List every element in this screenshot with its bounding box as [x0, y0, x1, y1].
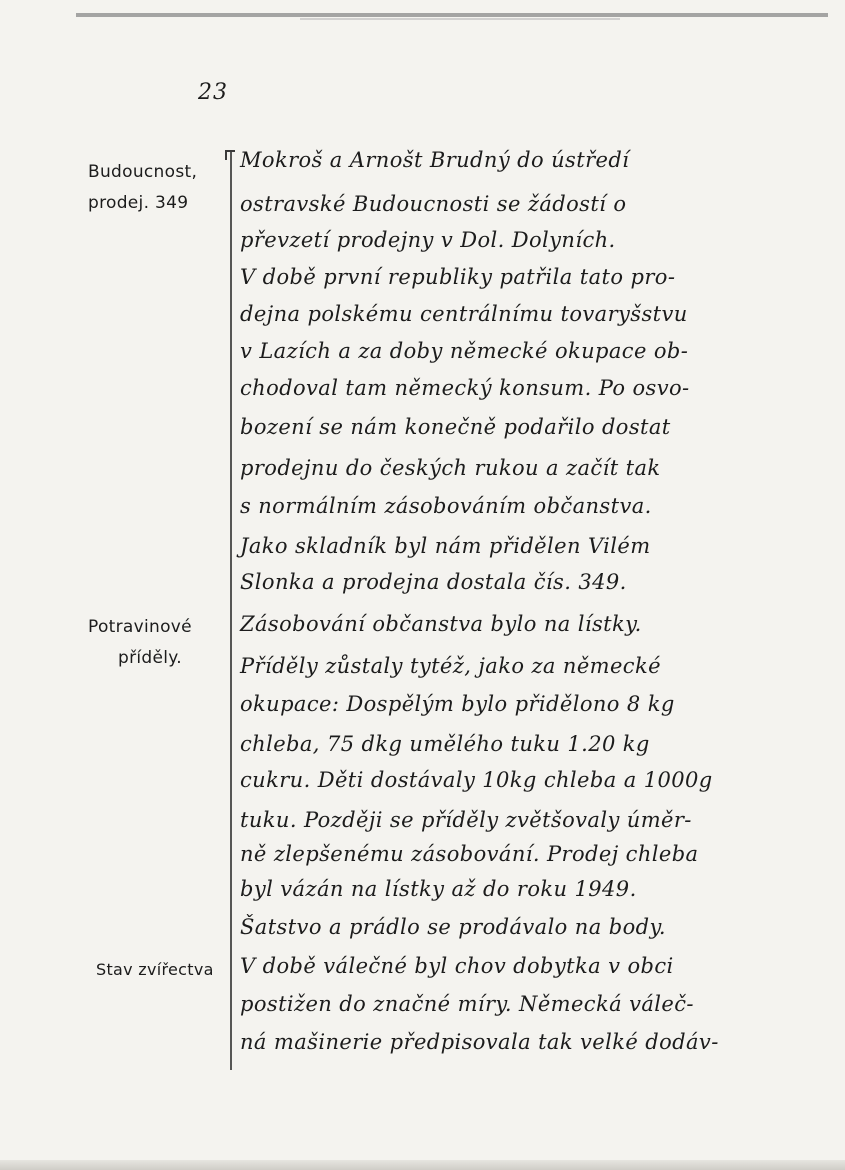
text-line: Příděly zůstaly tytéž, jako za německé: [240, 654, 661, 678]
text-line: cukru. Děti dostávaly 10kg chleba a 1000g: [240, 768, 713, 792]
margin-note-line: prodej. 349: [88, 193, 189, 213]
text-line: s normálním zásobováním občanstva.: [240, 494, 652, 518]
margin-note-line: příděly.: [118, 648, 182, 668]
text-line: Zásobování občanstva bylo na lístky.: [240, 612, 642, 636]
margin-note-budoucnost: [88, 157, 228, 219]
text-line: chodoval tam německý konsum. Po osvo-: [240, 376, 690, 400]
text-line: postižen do značné míry. Německá váleč-: [240, 992, 694, 1016]
margin-note-line: Stav zvířectva: [96, 960, 214, 979]
margin-note-line: Potravinové: [88, 617, 192, 637]
text-line: v Lazích a za doby německé okupace ob-: [240, 339, 689, 363]
text-line: Šatstvo a prádlo se prodávalo na body.: [240, 915, 667, 939]
text-line: Mokroš a Arnošt Brudný do ústředí: [240, 148, 630, 172]
text-line: Jako skladník byl nám přidělen Vilém: [240, 534, 651, 558]
text-line: byl vázán na lístky až do roku 1949.: [240, 877, 637, 901]
top-edge-shadow: [300, 18, 620, 20]
text-line: převzetí prodejny v Dol. Dolyních.: [240, 228, 616, 252]
text-line: prodejnu do českých rukou a začít tak: [240, 456, 661, 480]
margin-note-stav-zvirectva: [96, 954, 236, 985]
margin-note-line: Budoucnost,: [88, 162, 198, 182]
text-line: dejna polskému centrálnímu tovaryšstvu: [240, 302, 688, 326]
scan-bottom-edge: [0, 1160, 845, 1170]
text-line: V době první republiky patřila tato pro-: [240, 265, 676, 289]
text-line: ná mašinerie předpisovala tak velké dodáv-: [240, 1030, 719, 1054]
text-line: ostravské Budoucnosti se žádostí o: [240, 192, 627, 216]
margin-note-potraviny: [88, 612, 228, 674]
text-line: bození se nám konečně podařilo dostat: [240, 415, 671, 439]
text-line: chleba, 75 dkg umělého tuku 1.20 kg: [240, 732, 650, 756]
text-line: ně zlepšenému zásobování. Prodej chleba: [240, 842, 699, 866]
margin-rule: [230, 152, 232, 1070]
text-line: V době válečné byl chov dobytka v obci: [240, 954, 674, 978]
text-line: tuku. Později se příděly zvětšovaly úměr-: [240, 808, 692, 832]
text-line: okupace: Dospělým bylo přidělono 8 kg: [240, 692, 675, 716]
page-number: 23: [198, 80, 228, 105]
text-line: Slonka a prodejna dostala čís. 349.: [240, 570, 627, 594]
top-edge-rule: [76, 13, 828, 17]
